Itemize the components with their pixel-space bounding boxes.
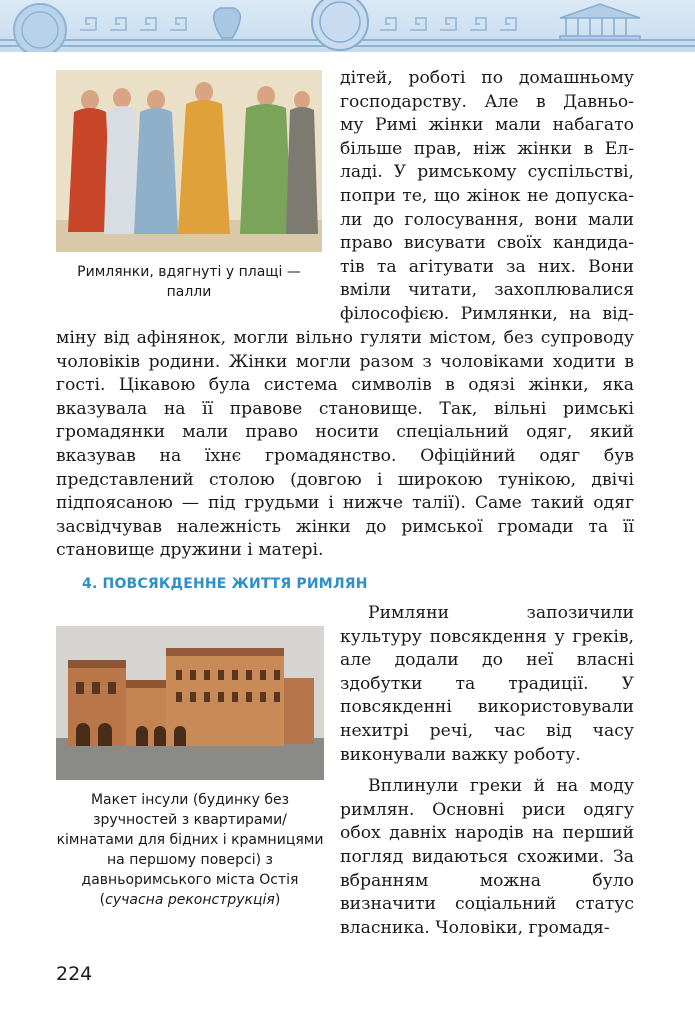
- text-line: більше прав, ніж жінки в Ел-: [340, 138, 634, 159]
- text-line: вміли читати, захоплювалися: [340, 280, 634, 301]
- text-bottom-right: [340, 602, 634, 940]
- text-top-right: [340, 67, 634, 327]
- section-heading: 4. ПОВСЯКДЕННЕ ЖИТТЯ РИМЛЯН: [82, 576, 368, 592]
- figure2-caption: [56, 790, 324, 910]
- figure1-caption: Римлянки, вдягнуті у плащі — палли: [77, 264, 301, 300]
- roman-women-image: [56, 70, 322, 252]
- text-line: право висувати своїх кандида-: [340, 233, 634, 254]
- figure2-caption-italic: сучасна реконструкція: [105, 892, 275, 908]
- figure2-caption-text: Макет інсули (будинку без зручностей з квартирами/ кімнатами для бідних і крамницями на першому поверсі) з давньоримського міста Остія (: [56, 792, 324, 908]
- text-line: господарству. Але в Давньо-: [340, 91, 634, 112]
- paragraph: Римляни запозичили культуру повсякдення у греків, але додали до неї власні здобутки та традиції. У повсякденні використовували нехитрі речі, час від часу виконували важку роботу.: [340, 603, 634, 765]
- text-full-width: [56, 327, 634, 563]
- text-line: тів та агітувати за них. Вони: [340, 256, 634, 277]
- text-line: ли до голосування, вони мали: [340, 209, 634, 230]
- insula-model-photo-icon: [56, 626, 324, 780]
- header-ornament-banner: [0, 0, 695, 52]
- text-line: дітей, роботі по домашньому: [340, 68, 634, 88]
- text-line: ладі. У римському суспільстві,: [340, 162, 634, 183]
- greek-ornament-icon: [0, 0, 695, 52]
- roman-women-illustration-icon: [56, 70, 322, 252]
- text-line: попри те, що жінок не допуска-: [340, 185, 634, 206]
- page-number: 224: [56, 963, 93, 985]
- text-line: філософією. Римлянки, на від-: [340, 303, 634, 324]
- paragraph: Вплинули греки й на моду римлян. Основні риси одягу обох давніх народів на перший погляд видаються схожими. За вбранням можна було визначити соціальний статус власника. Чоловіки, громадя-: [340, 776, 634, 938]
- figure2-caption-end: ): [274, 892, 281, 908]
- insula-model-image: [56, 626, 324, 780]
- paragraph: міну від афінянок, могли вільно гуляти містом, без супроводу чоловіків родини. Жінки могли разом з чоловіками ходити в гості. Цікавою була система символів в одязі жінки, яка вказувала на її правове становище. Так, вільні римські громадянки мали право носити спеціальний одяг, який вказував на їхнє громадянство. Офіційний одяг був представлений столою (довгою і широкою тунікою, двічі підпоясаною — під грудьми і нижче талії). Саме такий одяг засвідчував належність жінки до римської громади та її становище дружини і матері.: [56, 328, 634, 561]
- text-line: му Римі жінки мали набагато: [340, 115, 634, 136]
